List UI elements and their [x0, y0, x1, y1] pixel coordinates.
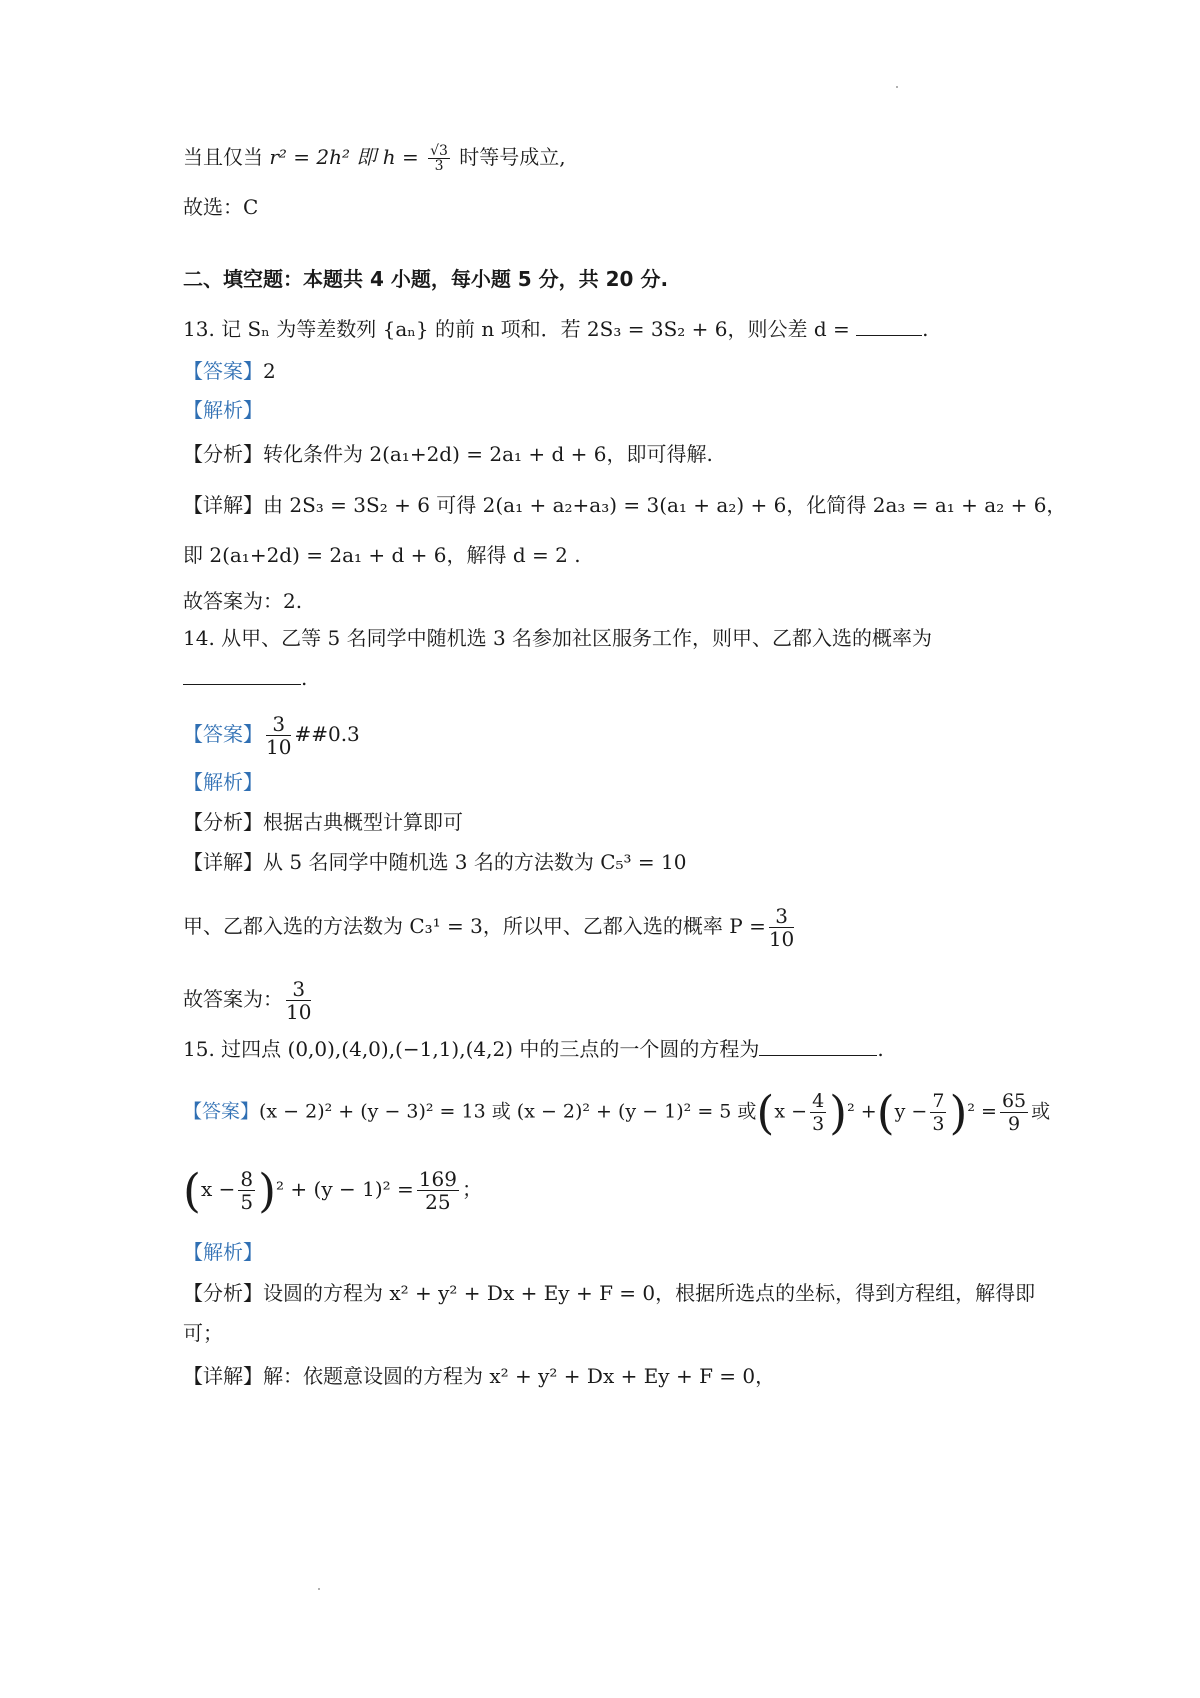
- answer-line-cont: (x − $\frac{8}{5}$ )² + (y − 1)² = $\frac{169}{25}$ ；: [183, 1163, 482, 1218]
- answer-tag: 【答案】: [183, 722, 263, 746]
- question-15: 15. 过四点 (0,0),(4,0),(−1,1),(4,2) 中的三点的一个圆的方程为 .: [183, 1037, 884, 1061]
- fraction: $\frac{169}{25}$: [418, 1167, 457, 1214]
- fenxi-line: 【分析】设圆的方程为 x² + y² + Dx + Ey + F = 0，根据所选点的坐标，得到方程组，解得即: [183, 1281, 1036, 1305]
- analysis-tag: 【解析】: [183, 398, 263, 422]
- text: 当且仅当: [183, 145, 263, 169]
- xiangjie-line: 【详解】由 2S₃ = 3S₂ + 6 可得 2(a₁ + a₂+a₃) = 3(a₁ + a₂) + 6，化简得 2a₃ = a₁ + a₂ + 6，: [183, 493, 1067, 517]
- answer-line: 【答案】(x − 2)² + (y − 3)² = 13 或 (x − 2)² + (y − 1)² = 5 或(x − $\frac{4}{3}$ )² +(y − $\frac{7}{3}$ )² = $\frac{65}{9}$ 或: [183, 1085, 1051, 1140]
- text-line: 可；: [183, 1321, 223, 1345]
- fraction: $\frac{3}{10}$: [768, 904, 795, 951]
- fenxi-line: 【分析】转化条件为 2(a₁+2d) = 2a₁ + d + 6，即可得解.: [183, 442, 713, 466]
- text-line: 故答案为：2.: [183, 589, 303, 613]
- answer-blank: [183, 684, 301, 685]
- question-14: 14. 从甲、乙等 5 名同学中随机选 3 名参加社区服务工作，则甲、乙都入选的概率为: [183, 626, 933, 650]
- fraction: $\frac{3}{10}$: [266, 712, 292, 759]
- analysis-tag: 【解析】: [183, 1240, 263, 1264]
- fenxi-line: 【分析】根据古典概型计算即可: [183, 810, 463, 834]
- answer-line: 【答案】2: [183, 359, 276, 383]
- answer-tag: 【答案】: [183, 359, 263, 383]
- answer-tag: 【答案】: [183, 1100, 260, 1123]
- text: 时等号成立,: [459, 145, 566, 169]
- answer-line: 【答案】 $\frac{3}{10}$ ##0.3: [183, 712, 360, 759]
- analysis-tag: 【解析】: [183, 770, 263, 794]
- text-line: 故选：C: [183, 195, 259, 219]
- section-title: 二、填空题：本题共 4 小题，每小题 5 分，共 20 分.: [183, 267, 669, 291]
- math-expression: r² = 2h² 即 h =: [269, 145, 419, 169]
- xiangjie-line: 【详解】从 5 名同学中随机选 3 名的方法数为 C₅³ = 10: [183, 850, 687, 874]
- text-line: 甲、乙都入选的方法数为 C₃¹ = 3，所以甲、乙都入选的概率 P = $\frac{3}{10}$: [183, 904, 795, 951]
- fraction: $\frac{3}{10}$: [286, 977, 312, 1024]
- xiangjie-line: 【详解】解：依题意设圆的方程为 x² + y² + Dx + Ey + F = 0，: [183, 1364, 776, 1388]
- answer-blank-line: .: [183, 664, 307, 692]
- speck: [896, 86, 898, 88]
- fraction: $\frac{4}{3}$: [812, 1090, 825, 1135]
- answer-blank: [856, 335, 922, 336]
- text-line: 故答案为： $\frac{3}{10}$: [183, 977, 312, 1024]
- fraction: $\frac{7}{3}$: [932, 1090, 945, 1135]
- text-line: 即 2(a₁+2d) = 2a₁ + d + 6，解得 d = 2 .: [183, 543, 581, 567]
- fraction: $\frac{√3}{3}$: [430, 143, 448, 174]
- fraction: $\frac{65}{9}$: [1001, 1090, 1027, 1135]
- question-13: 13. 记 Sₙ 为等差数列 {aₙ} 的前 n 项和．若 2S₃ = 3S₂ + 6，则公差 d = .: [183, 317, 929, 341]
- answer-blank: [759, 1055, 877, 1056]
- fraction: $\frac{8}{5}$: [240, 1167, 254, 1214]
- speck: [318, 1588, 320, 1590]
- text-line: [183, 143, 566, 173]
